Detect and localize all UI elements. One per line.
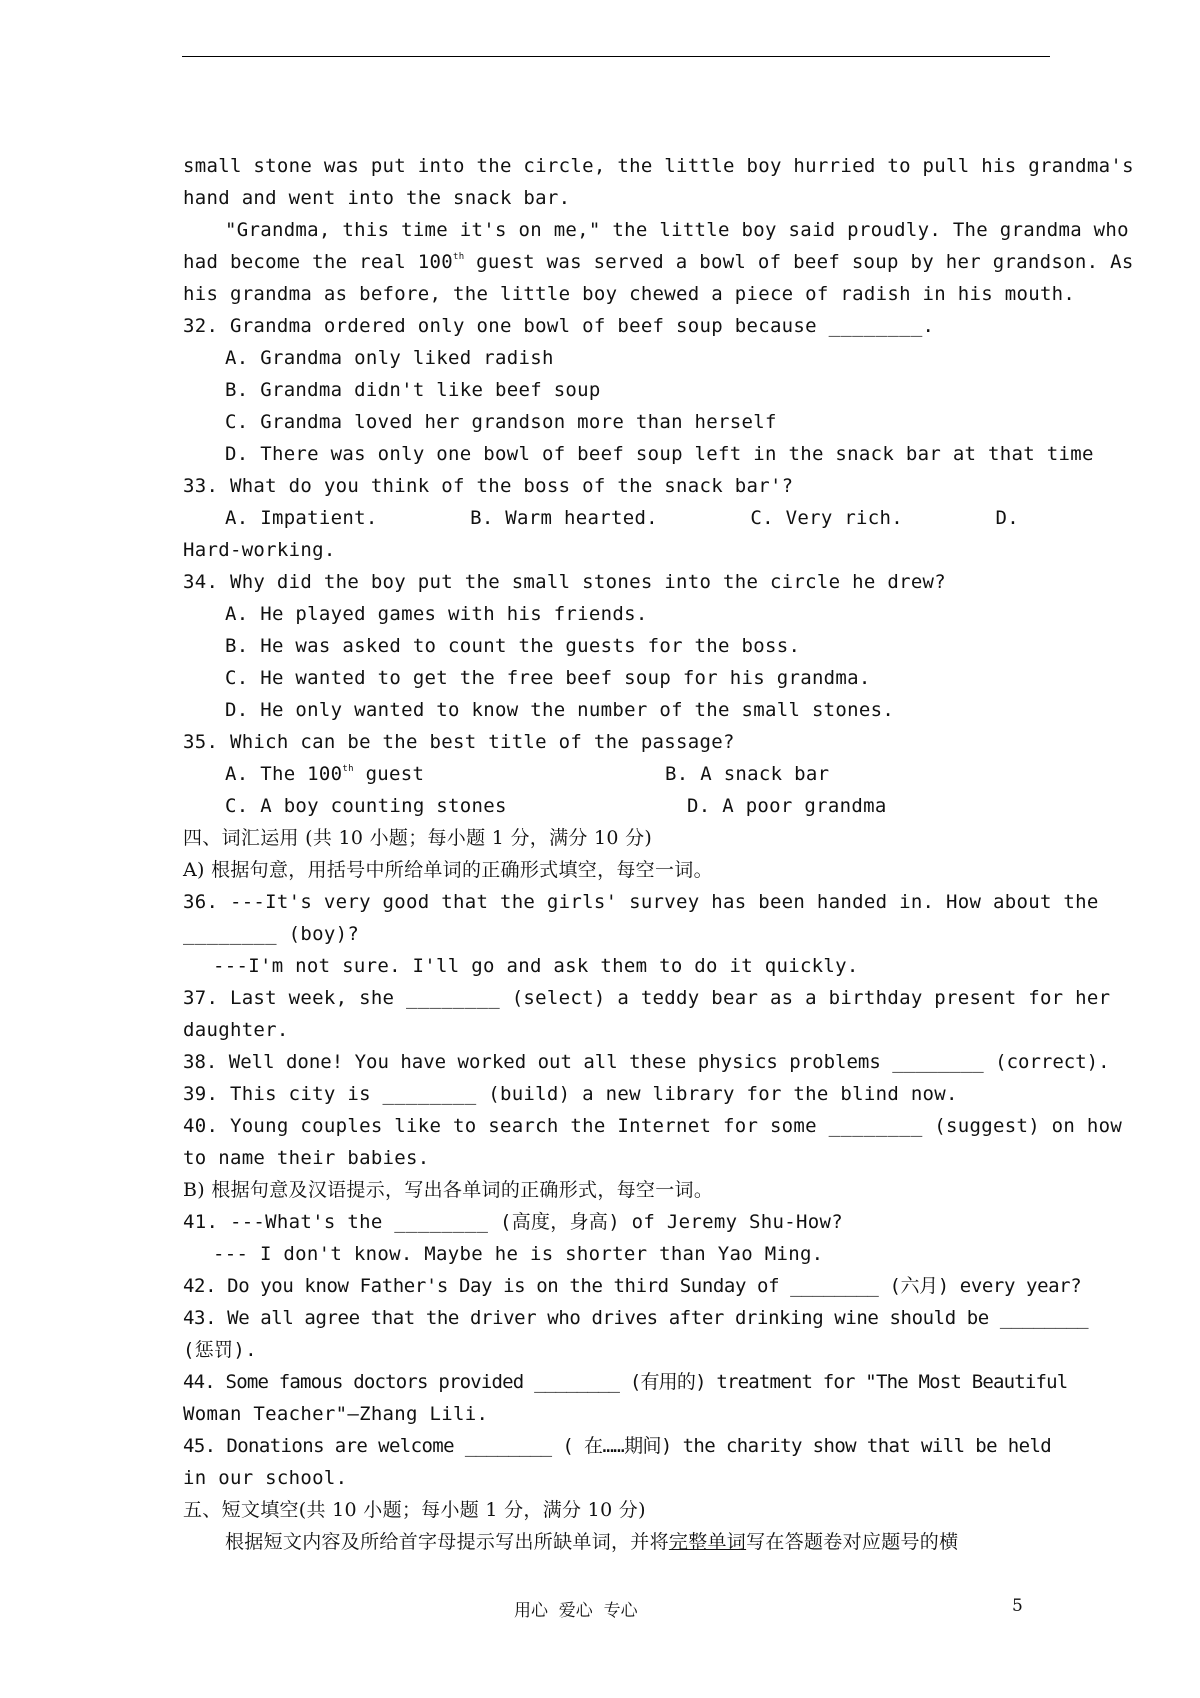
superscript: th xyxy=(453,252,465,262)
question-42: 42. Do you know Father's Day is on the third Sunday of ________ (六月) every year? xyxy=(183,1275,1082,1297)
page-body xyxy=(183,150,1134,1558)
option-33-d-continued: Hard-working. xyxy=(183,539,336,561)
question-39: 39. This city is ________ (build) a new library for the blind now. xyxy=(183,1083,958,1105)
passage-line: his grandma as before, the little boy chewed a piece of radish in his mouth. xyxy=(183,283,1076,305)
question-stem-32: 32. Grandma ordered only one bowl of beef soup because ________. xyxy=(183,315,935,337)
section-4-part-a: A) 根据句意，用括号中所给单词的正确形式填空，每空一词。 xyxy=(183,859,713,881)
question-stem-35: 35. Which can be the best title of the passage? xyxy=(183,731,735,753)
option-35-c: C. A boy counting stones xyxy=(225,795,507,817)
option-32-b: B. Grandma didn't like beef soup xyxy=(225,379,601,401)
option-33-a: A. Impatient. xyxy=(225,507,378,529)
passage-line: had become the real 100th guest was served a bowl of beef soup by her grandson. As xyxy=(183,251,1134,273)
question-45-cont: in our school. xyxy=(183,1467,348,1489)
question-44-cont: Woman Teacher"—Zhang Lili. xyxy=(183,1403,489,1425)
question-40-cont: to name their babies. xyxy=(183,1147,430,1169)
footer-motto: 用心 爱心 专心 xyxy=(514,1601,638,1621)
passage-line: small stone was put into the circle, the little boy hurried to pull his grandma's xyxy=(183,155,1134,177)
question-41: 41. ---What's the ________ (高度，身高) of Jeremy Shu-How? xyxy=(183,1211,843,1233)
option-32-d: D. There was only one bowl of beef soup left in the snack bar at that time xyxy=(225,443,1094,465)
question-36: 36. ---It's very good that the girls' survey has been handed in. How about the xyxy=(183,891,1099,913)
option-33-c: C. Very rich. xyxy=(750,507,904,529)
options-33 xyxy=(183,502,1023,534)
question-44: 44. Some famous doctors provided ________ (有用的) treatment for "The Most Beautiful xyxy=(183,1371,1068,1393)
question-stem-34: 34. Why did the boy put the small stones into the circle he drew? xyxy=(183,571,947,593)
option-34-d: D. He only wanted to know the number of the small stones. xyxy=(225,699,895,721)
section-4-part-b: B) 根据句意及汉语提示，写出各单词的正确形式，每空一词。 xyxy=(183,1179,714,1201)
underlined-text: 完整单词 xyxy=(668,1531,747,1553)
passage-line: "Grandma, this time it's on me," the little boy said proudly. The grandma who xyxy=(225,219,1129,241)
options-35-row2 xyxy=(183,790,1023,822)
option-34-c: C. He wanted to get the free beef soup for his grandma. xyxy=(225,667,871,689)
option-33-b: B. Warm hearted. xyxy=(470,507,658,529)
options-35-row1 xyxy=(183,758,1023,790)
superscript: th xyxy=(342,764,354,774)
option-35-a: A. The 100th guest xyxy=(225,763,425,785)
question-43-cont: (惩罚). xyxy=(183,1339,257,1361)
passage-line: hand and went into the snack bar. xyxy=(183,187,571,209)
question-41-reply: --- I don't know. Maybe he is shorter than Yao Ming. xyxy=(213,1243,824,1265)
question-37: 37. Last week, she ________ (select) a teddy bear as a birthday present for her xyxy=(183,987,1111,1009)
section-5-title: 五、短文填空(共 10 小题；每小题 1 分，满分 10 分) xyxy=(183,1499,646,1521)
option-35-d: D. A poor grandma xyxy=(687,795,887,817)
question-45: 45. Donations are welcome ________ ( 在……期间) the charity show that will be held xyxy=(183,1435,1052,1457)
page-number: 5 xyxy=(1012,1596,1023,1616)
question-36-cont: ________ (boy)? xyxy=(183,923,360,945)
question-36-reply: ---I'm not sure. I'll go and ask them to do it quickly. xyxy=(213,955,859,977)
option-34-a: A. He played games with his friends. xyxy=(225,603,648,625)
question-37-cont: daughter. xyxy=(183,1019,289,1041)
section-4-title: 四、词汇运用 (共 10 小题；每小题 1 分，满分 10 分) xyxy=(183,827,653,849)
question-38: 38. Well done! You have worked out all these physics problems ________ (correct). xyxy=(183,1051,1110,1073)
option-33-d: D. xyxy=(995,507,1019,529)
question-stem-33: 33. What do you think of the boss of the snack bar'? xyxy=(183,475,794,497)
option-34-b: B. He was asked to count the guests for the boss. xyxy=(225,635,801,657)
option-32-a: A. Grandma only liked radish xyxy=(225,347,554,369)
option-32-c: C. Grandma loved her grandson more than herself xyxy=(225,411,777,433)
question-43: 43. We all agree that the driver who drives after drinking wine should be ________ xyxy=(183,1307,1089,1329)
option-35-b: B. A snack bar xyxy=(665,763,830,785)
section-5-instructions: 根据短文内容及所给首字母提示写出所缺单词，并将完整单词写在答题卷对应题号的横 xyxy=(225,1531,959,1553)
header-rule xyxy=(182,56,1050,57)
question-40: 40. Young couples like to search the Internet for some ________ (suggest) on how xyxy=(183,1115,1123,1137)
